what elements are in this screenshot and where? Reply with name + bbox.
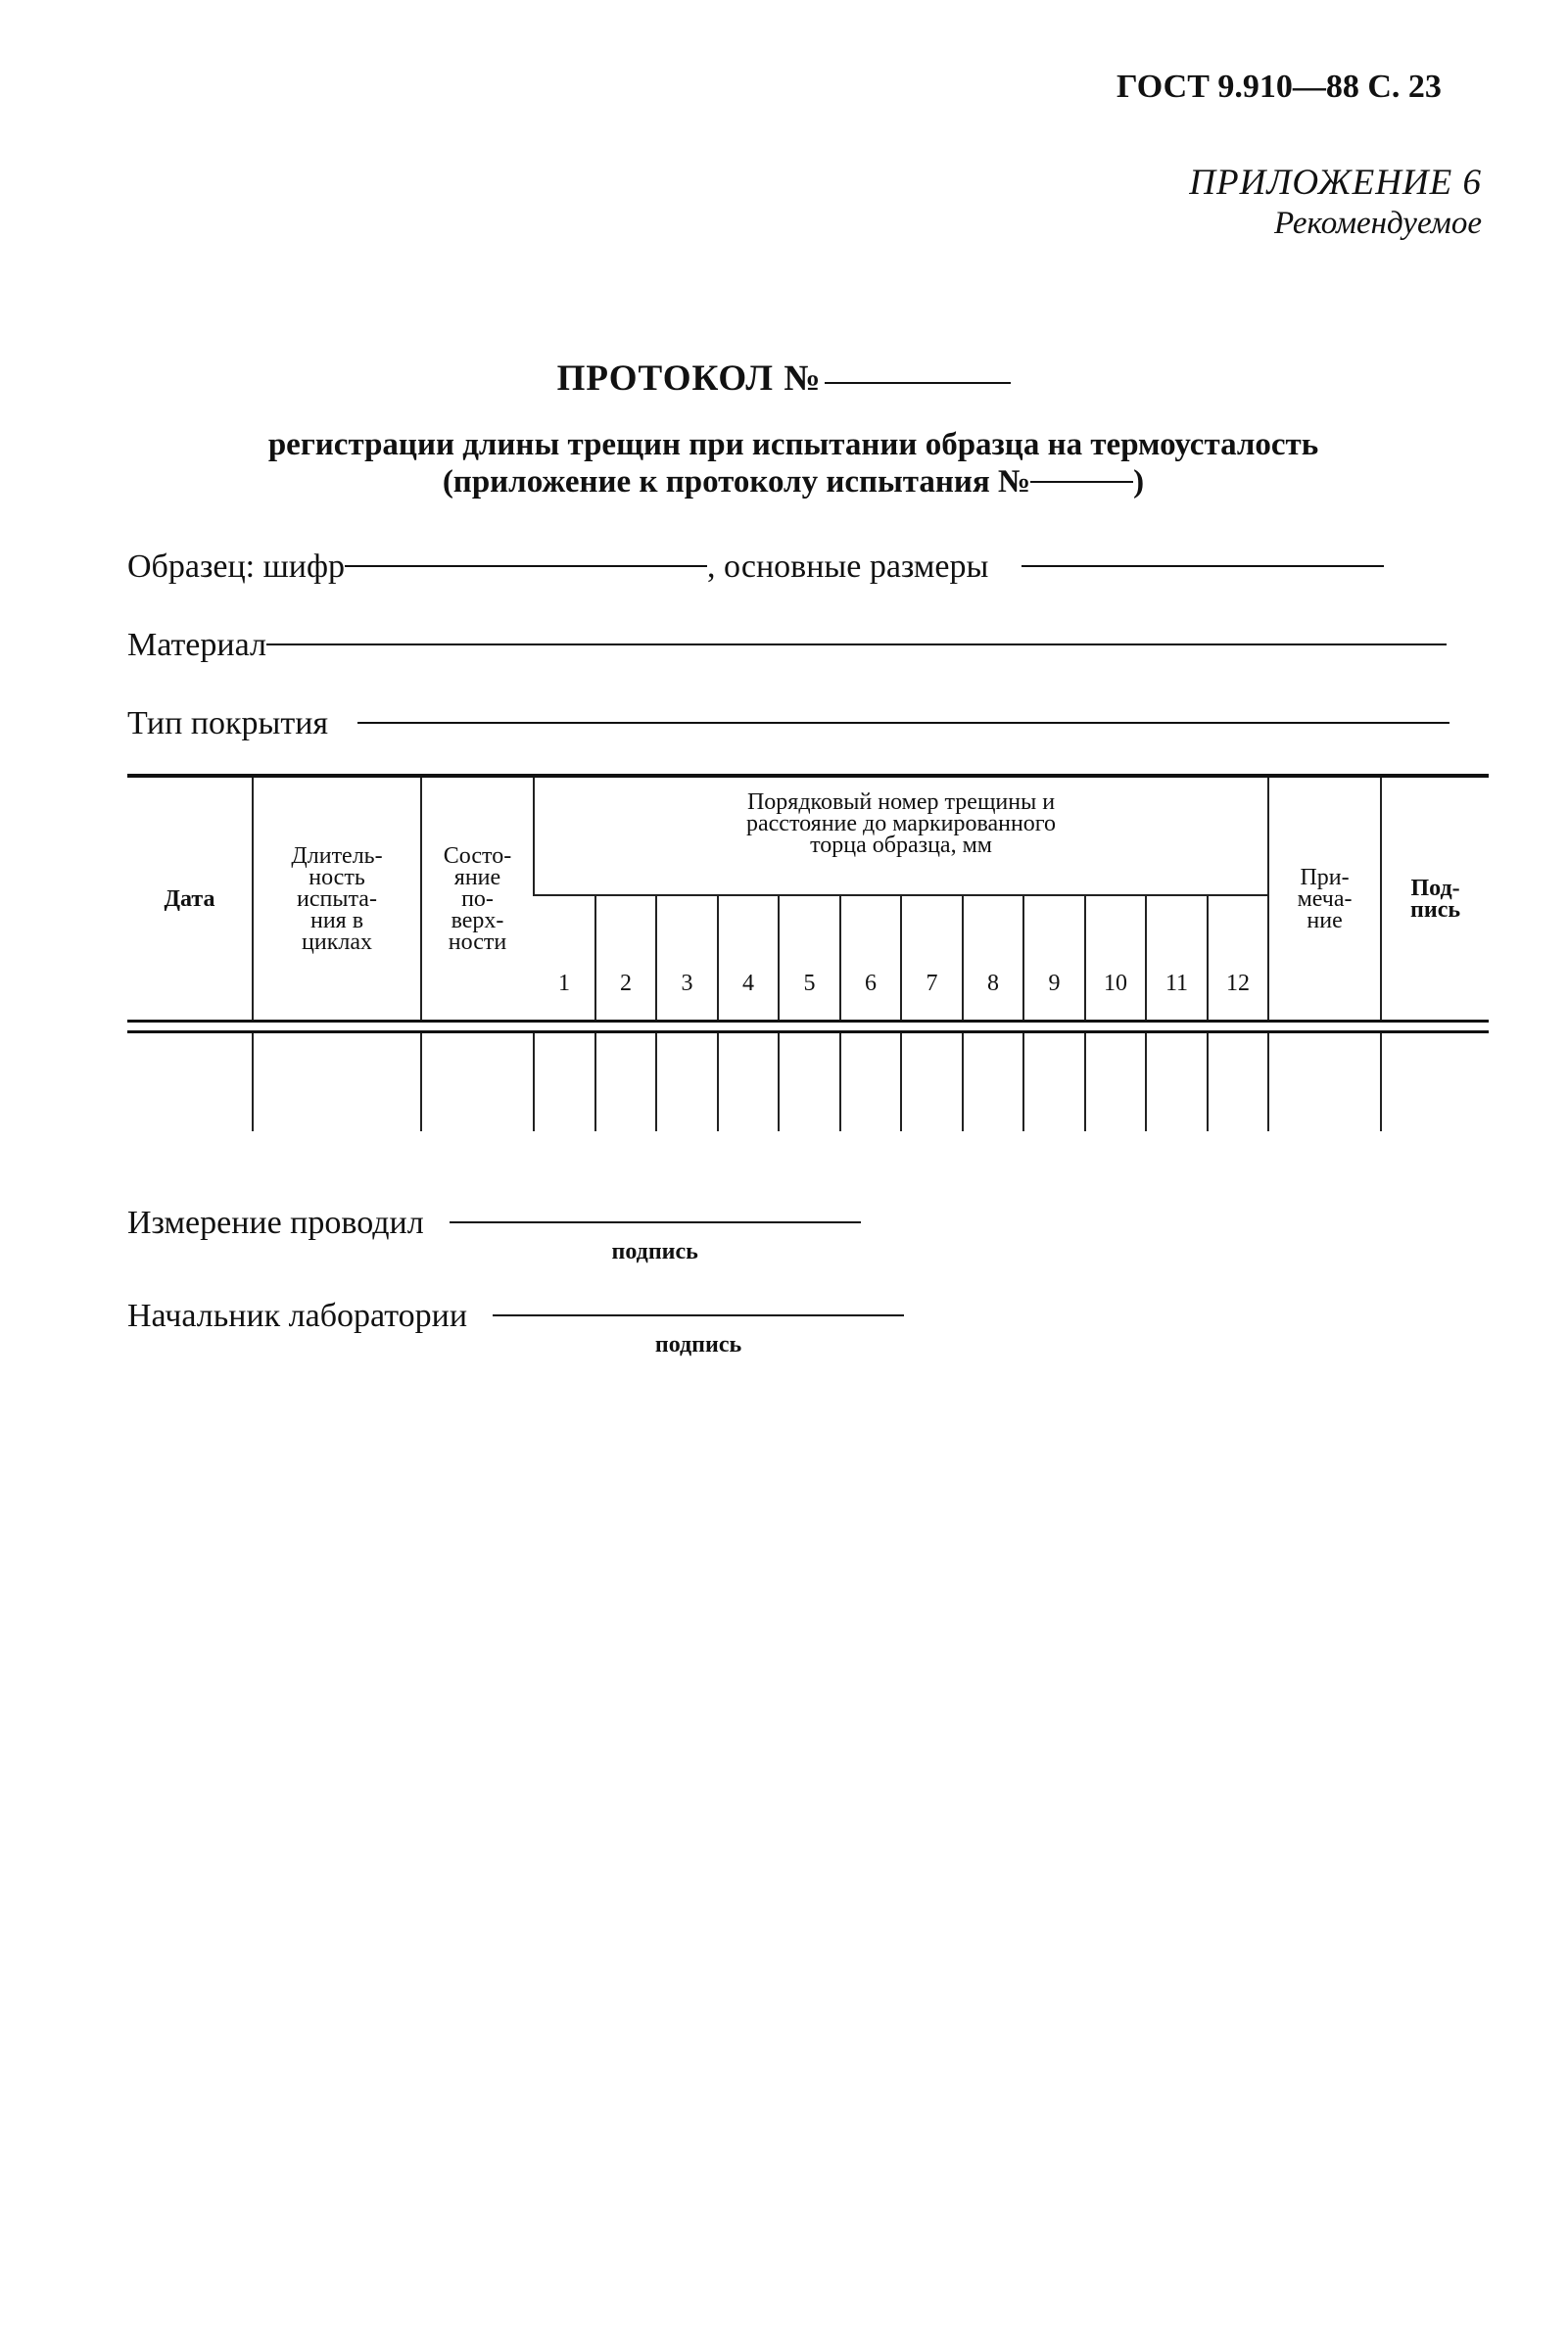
cell-surface-state[interactable] bbox=[421, 1032, 534, 1132]
protocol-title: ПРОТОКОЛ № bbox=[556, 358, 822, 399]
cell-duration[interactable] bbox=[253, 1032, 421, 1132]
appendix-note: Рекомендуемое bbox=[1273, 206, 1482, 241]
material-label: Материал bbox=[127, 627, 266, 663]
test-protocol-number-line[interactable] bbox=[1030, 481, 1133, 483]
header-date: Дата bbox=[127, 776, 253, 1022]
signature-caption: подпись bbox=[611, 1239, 698, 1264]
cell-crack[interactable] bbox=[656, 1032, 718, 1132]
coating-row bbox=[127, 705, 1449, 742]
protocol-subtitle bbox=[176, 426, 1410, 500]
cell-crack[interactable] bbox=[534, 1032, 595, 1132]
crack-number: 4 bbox=[718, 895, 779, 1022]
subtitle-line-2: (приложение к протоколу испытания № ) bbox=[442, 464, 1145, 500]
measured-by-label: Измерение проводил bbox=[127, 1205, 424, 1241]
appendix-block bbox=[1189, 162, 1482, 242]
sample-code-line[interactable] bbox=[345, 565, 707, 567]
crack-number: 1 bbox=[534, 895, 595, 1022]
coating-line[interactable] bbox=[357, 722, 1449, 724]
appendix-title: ПРИЛОЖЕНИЕ 6 bbox=[1189, 163, 1482, 203]
cell-note[interactable] bbox=[1268, 1032, 1381, 1132]
subtitle-line-1: регистрации длины трещин при испытании образца на термоусталость bbox=[267, 427, 1319, 462]
cell-crack[interactable] bbox=[1023, 1032, 1085, 1132]
coating-label: Тип покрытия bbox=[127, 705, 329, 741]
crack-number: 3 bbox=[656, 895, 718, 1022]
header-crack-group: Порядковый номер трещины и расстояние до маркированного торца образца, мм bbox=[534, 776, 1268, 895]
table-row bbox=[127, 1032, 1489, 1132]
cell-crack[interactable] bbox=[595, 1032, 656, 1132]
measured-by-row bbox=[127, 1205, 861, 1264]
protocol-number-line[interactable] bbox=[825, 382, 1011, 384]
lab-head-label: Начальник лаборатории bbox=[127, 1298, 468, 1334]
crack-registration-table bbox=[127, 774, 1489, 1131]
header-surface-state: Состо- яние по- верх- ности bbox=[421, 776, 534, 1022]
material-row bbox=[127, 627, 1447, 664]
cell-crack[interactable] bbox=[963, 1032, 1023, 1132]
cell-crack[interactable] bbox=[901, 1032, 963, 1132]
header-separator bbox=[127, 1022, 1489, 1032]
cell-crack[interactable] bbox=[718, 1032, 779, 1132]
cell-crack[interactable] bbox=[1146, 1032, 1208, 1132]
sizes-label: , основные размеры bbox=[707, 548, 989, 585]
cell-crack[interactable] bbox=[779, 1032, 840, 1132]
crack-number: 5 bbox=[779, 895, 840, 1022]
header-signature: Под- пись bbox=[1381, 776, 1489, 1022]
crack-number: 9 bbox=[1023, 895, 1085, 1022]
cell-crack[interactable] bbox=[1208, 1032, 1268, 1132]
cell-signature[interactable] bbox=[1381, 1032, 1489, 1132]
sizes-line[interactable] bbox=[1022, 565, 1384, 567]
sample-row bbox=[127, 548, 1384, 586]
crack-number: 11 bbox=[1146, 895, 1208, 1022]
protocol-title-row bbox=[0, 357, 1568, 400]
measured-by-signature-line[interactable] bbox=[450, 1221, 861, 1264]
lab-head-signature-line[interactable] bbox=[493, 1314, 904, 1358]
lab-head-row bbox=[127, 1298, 904, 1358]
cell-date[interactable] bbox=[127, 1032, 253, 1132]
material-line[interactable] bbox=[266, 643, 1447, 645]
cell-crack[interactable] bbox=[840, 1032, 901, 1132]
cell-crack[interactable] bbox=[1085, 1032, 1146, 1132]
header-note: При- меча- ние bbox=[1268, 776, 1381, 1022]
document-code: ГОСТ 9.910—88 С. 23 bbox=[1117, 69, 1442, 105]
sample-label: Образец: шифр bbox=[127, 548, 346, 585]
header-duration: Длитель- ность испыта- ния в циклах bbox=[253, 776, 421, 1022]
crack-number: 8 bbox=[963, 895, 1023, 1022]
crack-number: 2 bbox=[595, 895, 656, 1022]
crack-number: 7 bbox=[901, 895, 963, 1022]
crack-number: 10 bbox=[1085, 895, 1146, 1022]
signature-caption: подпись bbox=[654, 1332, 742, 1358]
crack-number: 12 bbox=[1208, 895, 1268, 1022]
crack-number: 6 bbox=[840, 895, 901, 1022]
